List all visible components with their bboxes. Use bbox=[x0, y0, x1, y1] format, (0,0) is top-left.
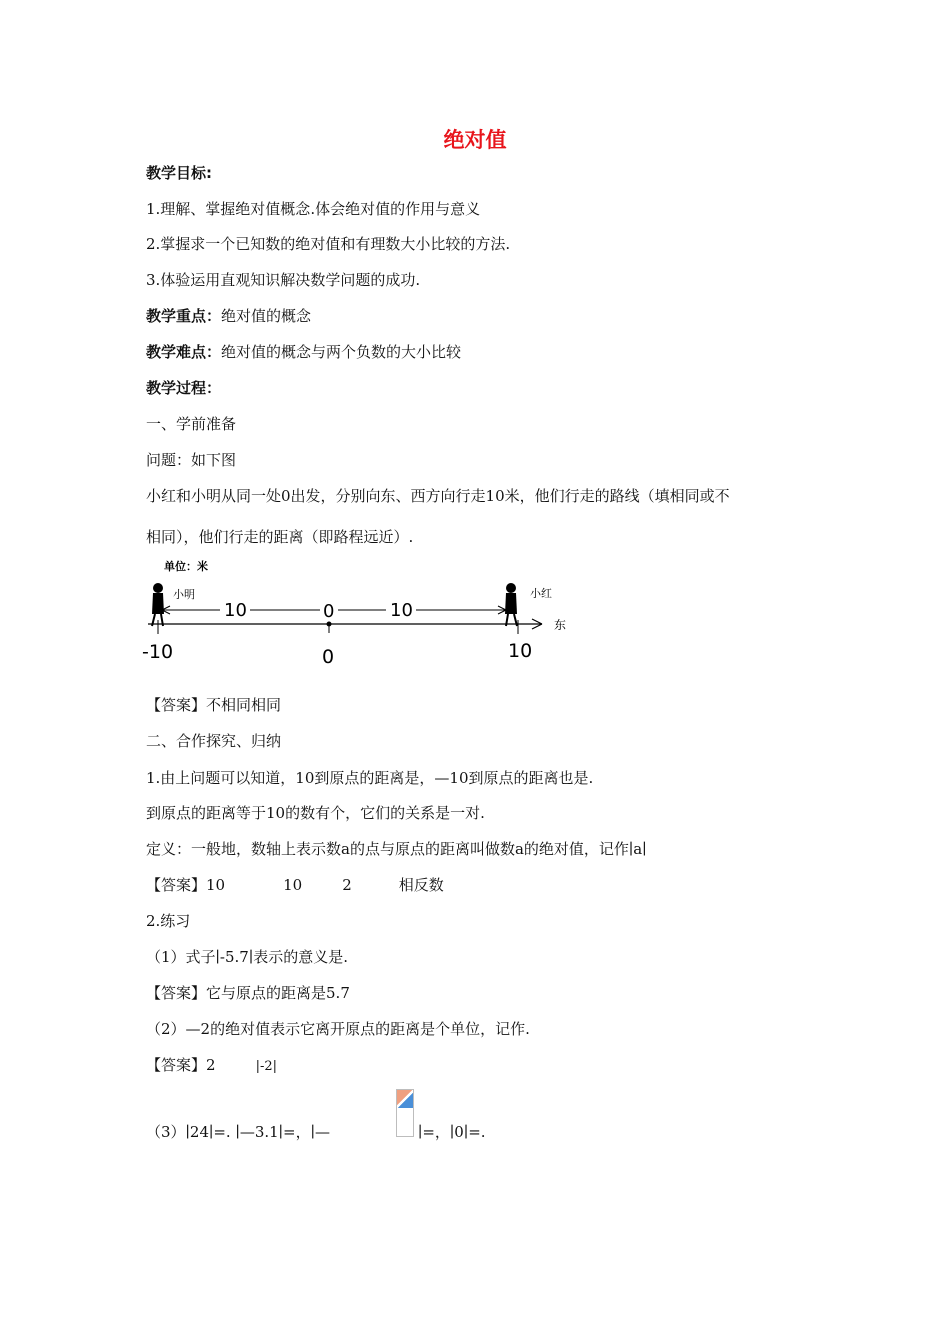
section2-line2: 到原点的距离等于10的数有个，它们的关系是一对. bbox=[146, 804, 485, 822]
tick-label-origin: 0 bbox=[322, 646, 335, 668]
number-line-figure bbox=[140, 556, 580, 668]
objective-item-2: 2.掌握求一个已知数的绝对值和有理数大小比较的方法. bbox=[146, 235, 511, 253]
key-point bbox=[146, 306, 311, 326]
answer-4 bbox=[146, 1055, 277, 1077]
difficulty-text: 绝对值的概念与两个负数的大小比较 bbox=[221, 343, 462, 361]
key-point-text: 绝对值的概念 bbox=[221, 307, 312, 325]
unit-label: 单位：米 bbox=[164, 560, 208, 573]
left-person-label: 小明 bbox=[173, 588, 195, 601]
definition: 定义：一般地，数轴上表示数a的点与原点的距离叫做数a的绝对值，记作∣a∣ bbox=[146, 840, 647, 858]
right-distance-label: 10 bbox=[390, 600, 413, 621]
page-title: 绝对值 bbox=[443, 128, 507, 152]
answer-1-text: 不相同相同 bbox=[206, 696, 282, 714]
answer-3 bbox=[146, 983, 350, 1003]
broken-image-icon bbox=[396, 1089, 414, 1137]
answer-3-text: 它与原点的距离是5.7 bbox=[206, 984, 350, 1002]
left-person-icon bbox=[152, 583, 164, 626]
objectives-heading: 教学目标: bbox=[146, 164, 212, 182]
answer-1 bbox=[146, 695, 281, 715]
section1-heading: 一、学前准备 bbox=[146, 415, 237, 433]
tick-label-left: -10 bbox=[142, 641, 174, 663]
section2-line1: 1.由上问题可以知道，10到原点的距离是，—10到原点的距离也是. bbox=[146, 769, 594, 787]
answer-label: 【答案】 bbox=[146, 696, 207, 714]
objective-item-1: 1.理解、掌握绝对值概念.体会绝对值的作用与意义 bbox=[146, 200, 481, 218]
difficulty bbox=[146, 342, 461, 362]
right-person-label: 小红 bbox=[530, 587, 552, 600]
key-point-label: 教学重点： bbox=[146, 307, 222, 325]
origin-mark: 0 bbox=[323, 601, 335, 622]
answer-4-value-2: |-2| bbox=[255, 1059, 277, 1074]
practice-q3-part2: ∣=，∣0∣=. bbox=[418, 1123, 486, 1141]
answer-4-value-1: 2 bbox=[206, 1056, 216, 1074]
practice-heading: 2.练习 bbox=[146, 912, 191, 930]
answer-2-value-2: 10 bbox=[283, 876, 303, 894]
answer-2 bbox=[146, 875, 444, 895]
section1-text-line1: 小红和小明从同一处0出发，分别向东、西方向行走10米，他们行走的路线（填相同或不 bbox=[146, 487, 730, 505]
answer-label: 【答案】 bbox=[146, 876, 207, 894]
objective-item-3: 3.体验运用直观知识解决数学问题的成功. bbox=[146, 271, 421, 289]
difficulty-label: 教学难点： bbox=[146, 343, 222, 361]
process-heading: 教学过程： bbox=[146, 379, 222, 397]
practice-q2: （2）—2的绝对值表示它离开原点的距离是个单位，记作. bbox=[146, 1020, 530, 1038]
answer-2-value-4: 相反数 bbox=[398, 876, 444, 894]
section1-text-line2: 相同），他们行走的距离（即路程远近）. bbox=[146, 528, 414, 546]
answer-label: 【答案】 bbox=[146, 1056, 207, 1074]
left-distance-label: 10 bbox=[224, 600, 247, 621]
practice-q3-part1: （3）∣24∣=. ∣—3.1∣=，∣— bbox=[146, 1123, 330, 1141]
answer-2-value-3: 2 bbox=[342, 876, 352, 894]
section2-heading: 二、合作探究、归纳 bbox=[146, 732, 282, 750]
practice-q1: （1）式子∣-5.7∣表示的意义是. bbox=[146, 948, 348, 966]
answer-label: 【答案】 bbox=[146, 984, 207, 1002]
tick-label-right: 10 bbox=[508, 640, 533, 662]
section1-question: 问题：如下图 bbox=[146, 451, 237, 469]
direction-label: 东 bbox=[554, 618, 567, 632]
answer-2-value-1: 10 bbox=[206, 876, 226, 894]
right-person-icon bbox=[505, 583, 517, 626]
